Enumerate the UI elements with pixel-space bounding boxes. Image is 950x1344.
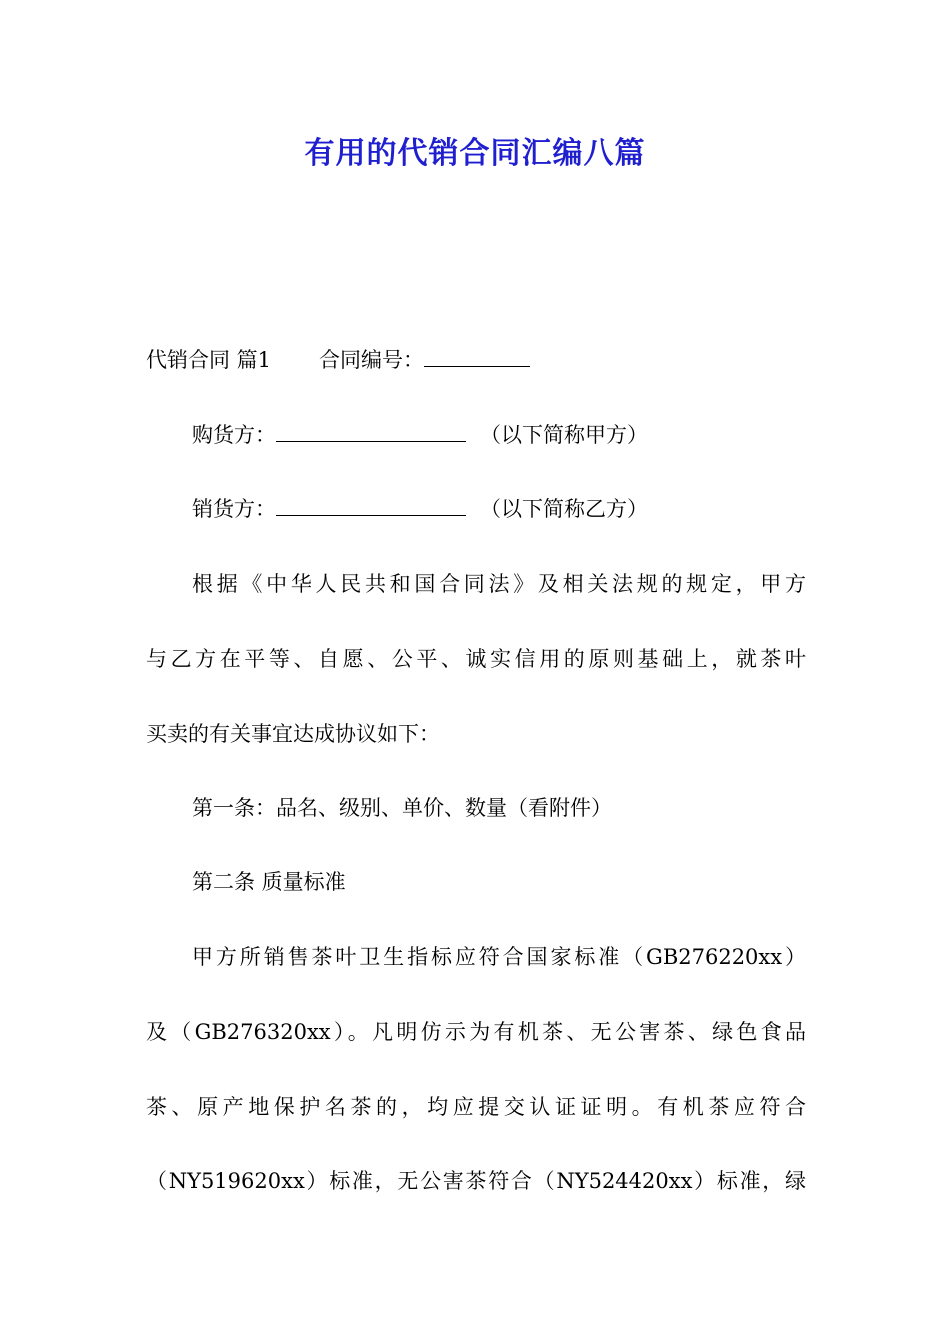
- paragraph-line: 与乙方在平等、自愿、公平、诚实信用的原则基础上，就茶叶: [146, 647, 806, 671]
- paragraph-line: 甲方所销售茶叶卫生指标应符合国家标准（GB276220xx）: [192, 945, 806, 969]
- contract-number-label: 合同编号：: [319, 348, 425, 372]
- buyer-note: （以下简称甲方）: [480, 423, 648, 447]
- buyer-label: 购货方：: [192, 423, 276, 447]
- contract-header-line: [146, 342, 806, 378]
- paragraph-line: 根据《中华人民共和国合同法》及相关法规的规定，甲方: [192, 572, 806, 596]
- buyer-line: [192, 417, 806, 453]
- paragraph-line: 茶、原产地保护名茶的，均应提交认证证明。有机茶应符合: [146, 1095, 806, 1119]
- paragraph-line: 买卖的有关事宜达成协议如下：: [146, 722, 440, 746]
- article-heading: 第一条：品名、级别、单价、数量（看附件）: [192, 796, 612, 820]
- seller-name-blank: [276, 497, 466, 516]
- seller-label: 销货方：: [192, 497, 276, 521]
- article-heading: 第二条 质量标准: [192, 870, 346, 894]
- contract-heading: 代销合同 篇1: [146, 348, 272, 372]
- seller-note: （以下简称乙方）: [480, 497, 648, 521]
- paragraph-line: （NY519620xx）标准，无公害茶符合（NY524420xx）标准，绿: [146, 1169, 806, 1193]
- buyer-name-blank: [276, 423, 466, 442]
- contract-number-blank: [424, 348, 530, 367]
- seller-line: [192, 491, 806, 527]
- paragraph-line: 及（GB276320xx）。凡明仿示为有机茶、无公害茶、绿色食品: [146, 1020, 806, 1044]
- document-title: 有用的代销合同汇编八篇: [304, 136, 646, 171]
